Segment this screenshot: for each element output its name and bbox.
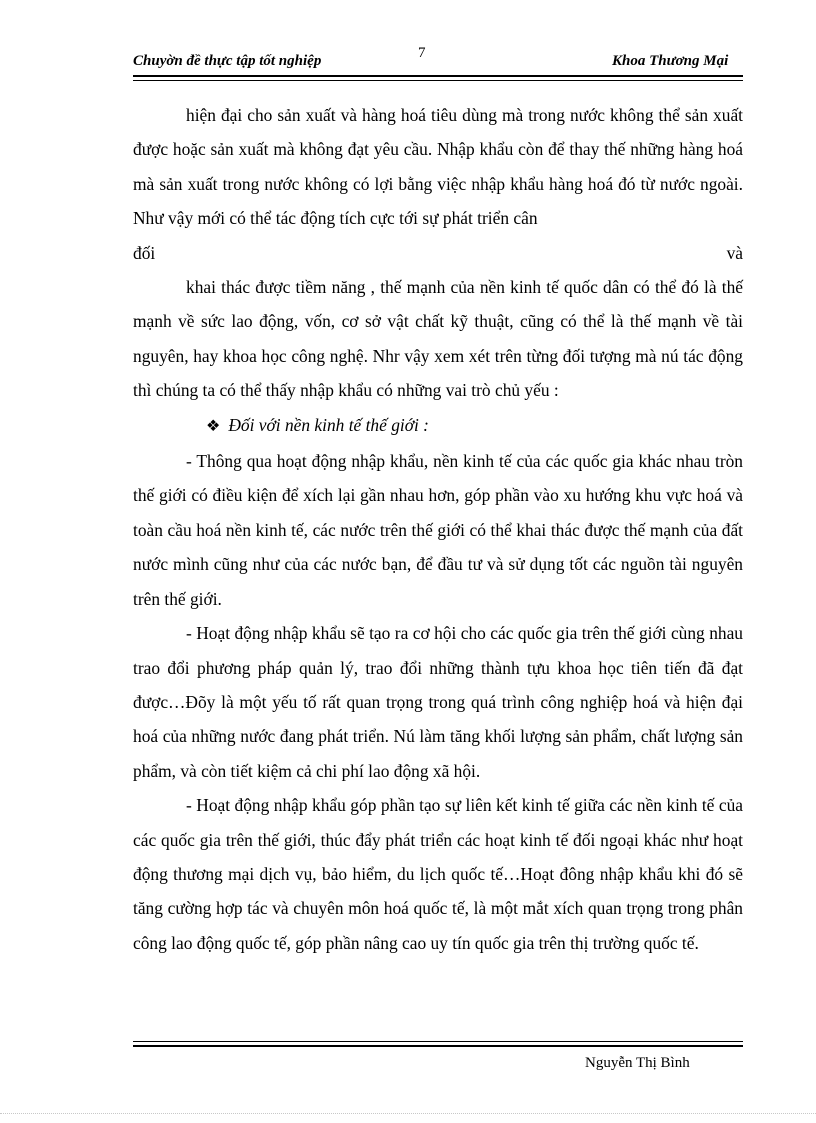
body-text bbox=[133, 98, 743, 960]
page-bottom-border bbox=[0, 1113, 816, 1114]
paragraph-1: hiện đại cho sản xuất và hàng hoá tiêu dùng mà trong nước không thể sản xuất được hoặc sản xuất mà không đạt yêu cầu. Nhập khẩu còn để thay thế những hàng hoá mà sản xuất trong nước không có lợi bằng việc nhập khẩu hàng hoá đó từ nước ngoài. Như vậy mới có thể tác động tích cực tới sự phát triển cân bbox=[133, 105, 743, 229]
footer-rule-thick bbox=[133, 1045, 743, 1047]
header-title: Chuyờn đề thực tập tốt nghiệp bbox=[133, 53, 322, 69]
paragraph-3: - Thông qua hoạt động nhập khẩu, nền kinh tế của các quốc gia khác nhau tròn thế giới có điều kiện để xích lại gần nhau hơn, góp phần vào xu hướng khu vực hoá và toàn cầu hoá nền kinh tế, các nước trên thế giới có thể khai thác được thế mạnh của đất nước mình cũng như của các nước bạn, để đầu tư và sử dụng tốt các nguồn tài nguyên trên thế giới. bbox=[133, 451, 743, 609]
header-department: Khoa Thương Mại bbox=[612, 53, 729, 69]
paragraph-1-tail bbox=[133, 236, 743, 270]
paragraph-1-tail-right: và bbox=[726, 242, 743, 263]
page-number: 7 bbox=[418, 45, 426, 61]
footer-rule-thin bbox=[133, 1041, 743, 1042]
header-rule-thick bbox=[133, 75, 743, 77]
paragraph-5: - Hoạt động nhập khẩu góp phần tạo sự liên kết kinh tế giữa các nền kinh tế của các quốc gia trên thế giới, thúc đẩy phát triển các hoạt kinh tế đối ngoại khác như hoạt động thương mại dịch vụ, bảo hiểm, du lịch quốc tế…Hoạt đông nhập khẩu khi đó sẽ tăng cường hợp tác và chuyên môn hoá quốc tế, là một mắt xích quan trọng trong phân công lao động quốc tế, góp phần nâng cao uy tín quốc gia trên thị trường quốc tế. bbox=[133, 795, 743, 953]
section-heading bbox=[133, 408, 743, 444]
paragraph-1-tail-left: đối bbox=[133, 242, 156, 263]
diamond-bullet-icon: ❖ bbox=[206, 417, 221, 435]
footer-author: Nguyễn Thị Bình bbox=[585, 1055, 690, 1071]
paragraph-2: khai thác được tiềm năng , thế mạnh của nền kinh tế quốc dân có thể đó là thế mạnh về sức lao động, vốn, cơ sở vật chất kỹ thuật, cũng có thể là thế mạnh về tài nguyên, hay khoa học công nghệ. Nhr vậy xem xét trên từng đối tượng mà nú tác động thì chúng ta có thể thấy nhập khẩu có những vai trò chủ yếu : bbox=[133, 277, 743, 401]
header-rule-thin bbox=[133, 80, 743, 81]
paragraph-4: - Hoạt động nhập khẩu sẽ tạo ra cơ hội cho các quốc gia trên thế giới cùng nhau trao đổi phương pháp quản lý, trao đổi những thành tựu khoa học tiên tiến đã đạt được…Đõy là một yếu tố rất quan trọng trong quá trình công nghiệp hoá và hiện đại hoá của những nước đang phát triển. Nú làm tăng khối lượng sản phẩm, chất lượng sản phẩm, và còn tiết kiệm cả chi phí lao động xã hội. bbox=[133, 623, 743, 781]
section-heading-text: Đối với nền kinh tế thế giới : bbox=[228, 414, 429, 435]
